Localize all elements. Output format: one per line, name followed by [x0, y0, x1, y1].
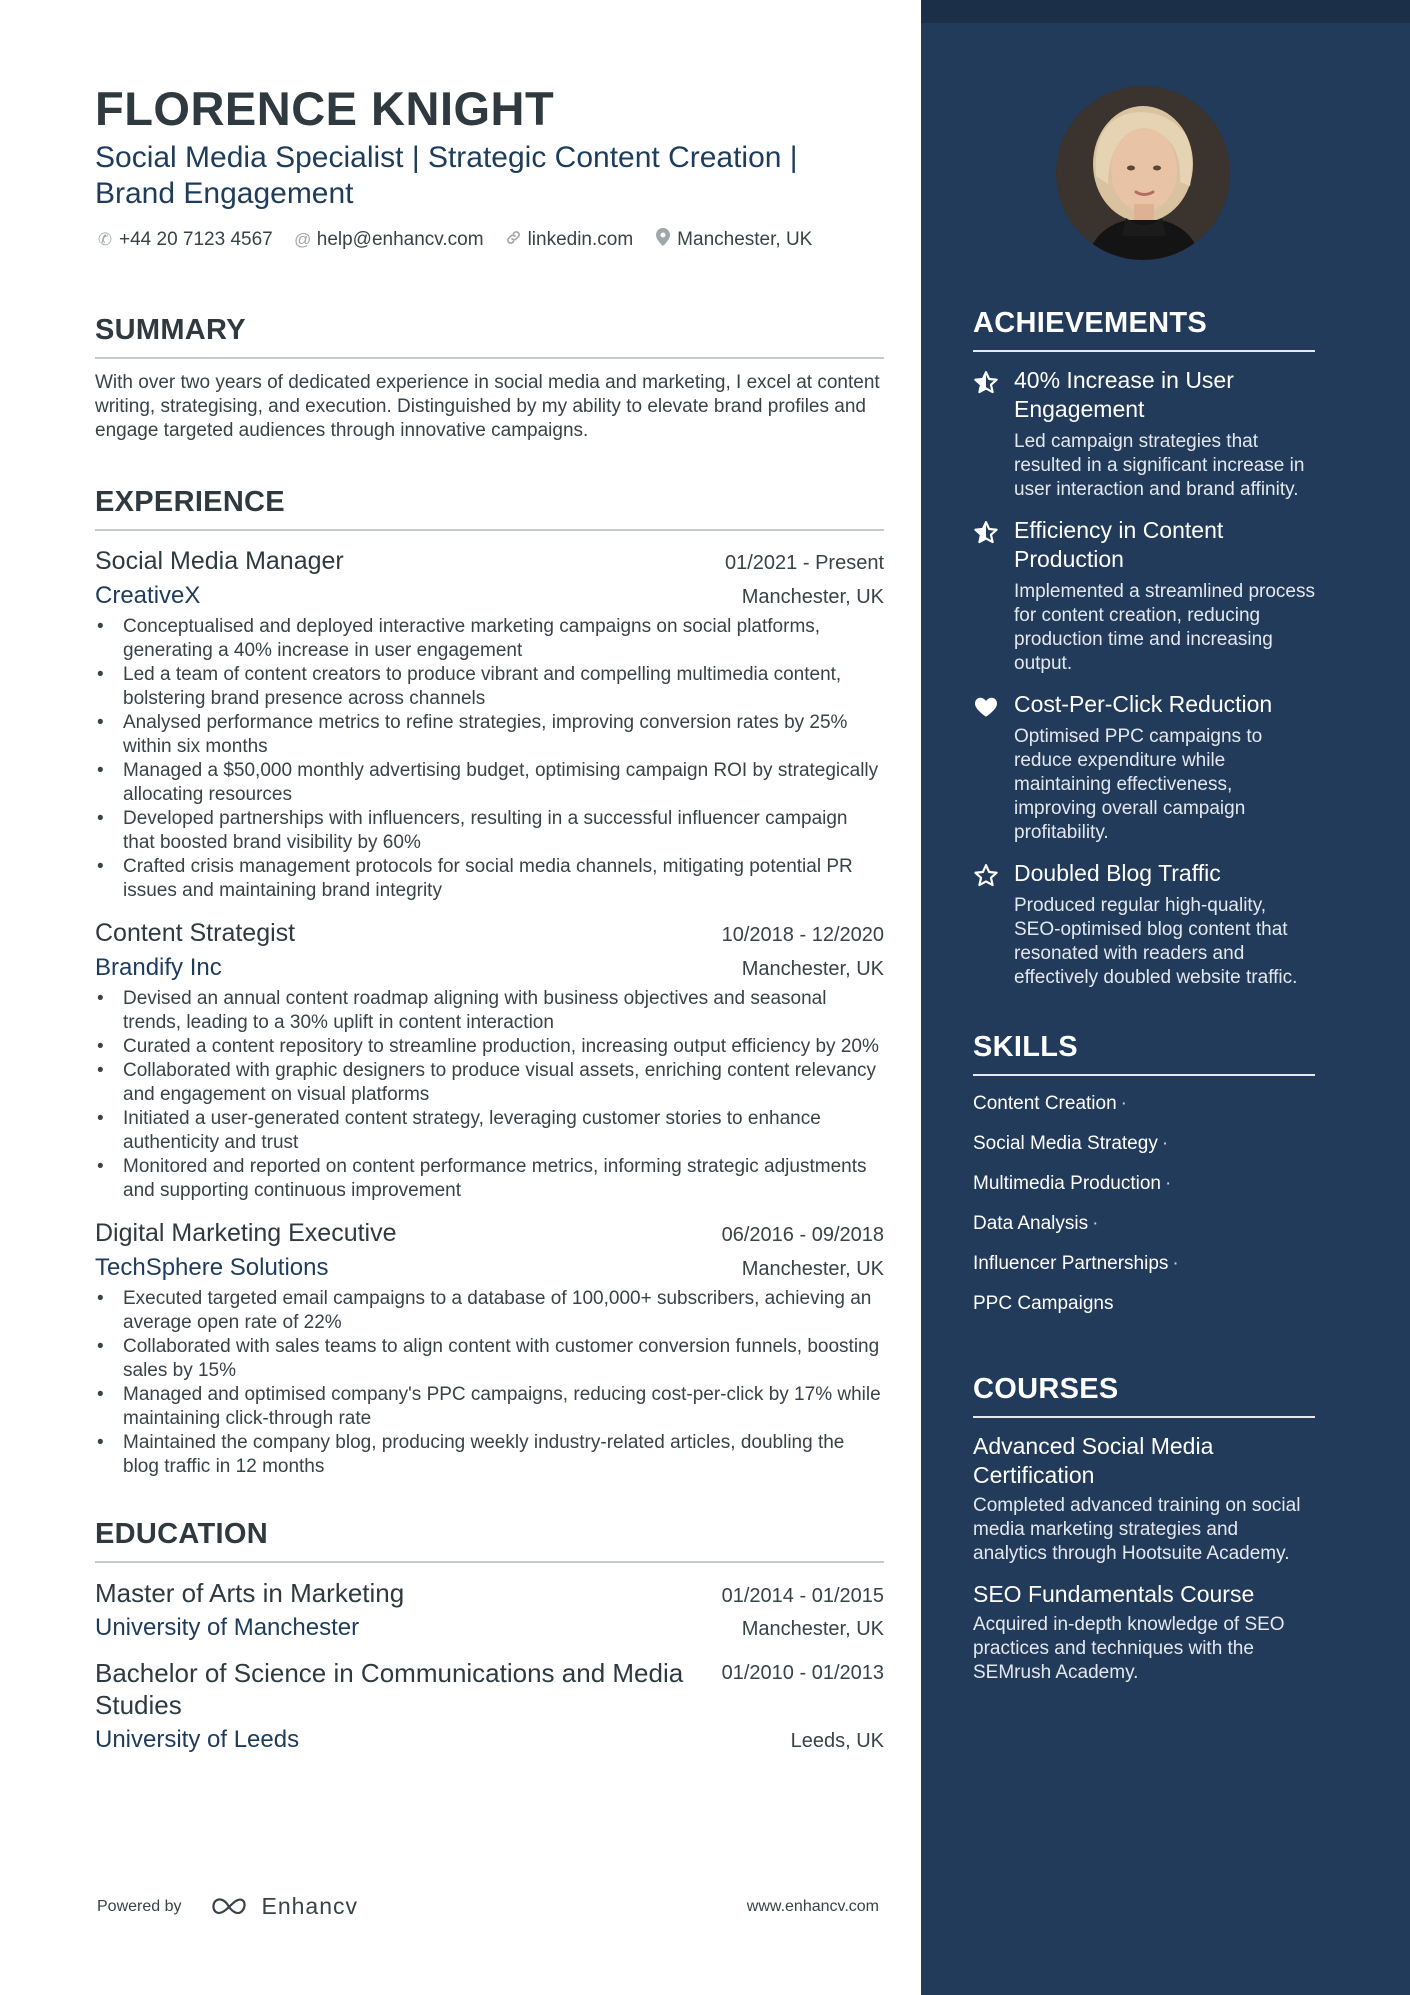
link-icon [504, 229, 524, 251]
job-entry [95, 1217, 884, 1479]
location-pin-icon [653, 228, 673, 251]
skill-label: Content Creation [973, 1093, 1117, 1114]
summary-text: With over two years of dedicated experience in social media and marketing, I excel at content writing, strategising, and execution. Distinguished by my ability to elevate brand profiles and engage targeted audiences through innovative campaigns. [95, 372, 880, 441]
avatar [1056, 86, 1230, 260]
bullet-item: • Curated a content repository to streamline production, increasing output efficiency by 20% [95, 1035, 884, 1059]
skill-item [973, 1292, 1315, 1316]
bullet-item: • Managed and optimised company's PPC campaigns, reducing cost-per-click by 17% while maintaining click-through rate [95, 1383, 884, 1431]
job-bullets [95, 987, 884, 1203]
skill-label: PPC Campaigns [973, 1293, 1114, 1314]
school-name: University of Leeds [95, 1726, 300, 1753]
skill-item [973, 1092, 1315, 1116]
contact-linkedin[interactable] [504, 229, 634, 251]
at-icon: @ [294, 229, 312, 249]
bullet-item: • Managed a $50,000 monthly advertising budget, optimising campaign ROI by strategically allocating resources [95, 759, 884, 807]
powered-by-label: Powered by [97, 1897, 182, 1915]
skill-label: Social Media Strategy [973, 1133, 1158, 1154]
course-description: Completed advanced training on social media marketing strategies and analytics through Hootsuite Academy. [973, 1495, 1301, 1564]
achievement-description: Led campaign strategies that resulted in a significant increase in user interaction and brand affinity. [1014, 431, 1305, 500]
job-bullets [95, 1287, 884, 1479]
courses-section [973, 1372, 1315, 1685]
location-text: Manchester, UK [677, 228, 813, 250]
skill-label: Data Analysis [973, 1213, 1089, 1234]
course-item [973, 1432, 1315, 1566]
brand-logo[interactable] [208, 1893, 359, 1920]
skill-item [973, 1212, 1315, 1236]
experience-section [95, 485, 884, 1479]
education-entry [95, 1577, 884, 1643]
job-bullets [95, 615, 884, 903]
job-dates: 10/2018 - 12/2020 [721, 924, 884, 946]
job-location: Manchester, UK [741, 1258, 884, 1280]
contact-location [653, 228, 812, 251]
course-title: SEO Fundamentals Course [973, 1581, 1255, 1607]
course-description: Acquired in-depth knowledge of SEO practices and techniques with the SEMrush Academy. [973, 1614, 1285, 1683]
separator-dot-icon: · [1092, 1213, 1099, 1234]
contact-email[interactable] [293, 229, 484, 251]
linkedin-text: linkedin.com [527, 228, 634, 250]
achievements-title: ACHIEVEMENTS [973, 306, 1315, 352]
bullet-item: • Initiated a user-generated content strategy, leveraging customer stories to enhance authenticity and trust [95, 1107, 884, 1155]
education-section [95, 1517, 884, 1755]
job-dates: 01/2021 - Present [725, 552, 884, 574]
phone-text: +44 20 7123 4567 [119, 228, 273, 250]
powered-by [97, 1893, 358, 1920]
degree-title: Master of Arts in Marketing [95, 1578, 405, 1608]
degree-title: Bachelor of Science in Communications and Media Studies [95, 1658, 684, 1720]
experience-title: EXPERIENCE [95, 485, 884, 531]
brand-name: Enhancv [261, 1893, 359, 1919]
skill-item [973, 1132, 1315, 1156]
education-entry [95, 1657, 884, 1755]
summary-section [95, 313, 884, 443]
job-title: Social Media Manager [95, 547, 344, 575]
email-text: help@enhancv.com [316, 228, 484, 250]
achievement-item [973, 366, 1315, 502]
job-location: Manchester, UK [741, 586, 884, 608]
headline: Social Media Specialist | Strategic Content Creation | Brand Engagement [95, 141, 798, 210]
achievement-description: Optimised PPC campaigns to reduce expenditure while maintaining effectiveness, improving overall campaign profitability. [1014, 726, 1263, 843]
sidebar [921, 0, 1410, 1995]
achievement-title: Doubled Blog Traffic [1014, 860, 1221, 886]
skill-item [973, 1172, 1315, 1196]
school-name: University of Manchester [95, 1614, 360, 1641]
achievement-item [973, 859, 1315, 990]
job-location: Manchester, UK [741, 958, 884, 980]
bullet-item: • Executed targeted email campaigns to a database of 100,000+ subscribers, achieving an average open rate of 22% [95, 1287, 884, 1335]
star-half-icon [973, 520, 999, 546]
main-column [95, 80, 884, 1755]
contact-bar [95, 228, 884, 251]
achievements-section [973, 306, 1315, 990]
sidebar-top-strip [921, 0, 1410, 23]
separator-dot-icon: · [1161, 1133, 1169, 1154]
course-title: Advanced Social Media Certification [973, 1433, 1214, 1488]
bullet-item: • Crafted crisis management protocols for social media channels, mitigating potential PR issues and maintaining brand integrity [95, 855, 884, 903]
separator-dot-icon: · [1120, 1093, 1127, 1114]
footer [97, 1893, 879, 1920]
separator-dot-icon: · [1172, 1253, 1179, 1274]
star-outline-icon [973, 863, 999, 889]
job-entry [95, 917, 884, 1203]
achievement-description: Implemented a streamlined process for content creation, reducing production time and increasing output. [1014, 581, 1315, 674]
skills-title: SKILLS [973, 1030, 1315, 1076]
bullet-item: • Developed partnerships with influencers, resulting in a successful influencer campaign that boosted brand visibility by 60% [95, 807, 884, 855]
school-location: Manchester, UK [741, 1618, 884, 1640]
education-title: EDUCATION [95, 1517, 884, 1563]
course-item [973, 1580, 1315, 1685]
company-name: Brandify Inc [95, 954, 222, 981]
bullet-item: • Analysed performance metrics to refine strategies, improving conversion rates by 25% within six months [95, 711, 884, 759]
achievement-description: Produced regular high-quality, SEO-optimised blog content that resonated with readers and effectively doubled website traffic. [1014, 895, 1298, 988]
candidate-name: FLORENCE KNIGHT [95, 82, 555, 135]
skills-section [973, 1030, 1315, 1316]
sidebar-content [973, 306, 1315, 1685]
contact-phone[interactable] [95, 229, 273, 251]
achievement-title: Efficiency in Content Production [1014, 517, 1224, 572]
separator-dot-icon: · [1164, 1173, 1172, 1194]
education-dates: 01/2010 - 01/2013 [721, 1662, 884, 1684]
enhancv-logo-icon [208, 1895, 254, 1919]
school-location: Leeds, UK [790, 1730, 884, 1752]
company-name: CreativeX [95, 582, 201, 609]
achievement-title: Cost-Per-Click Reduction [1014, 691, 1273, 717]
achievement-title: 40% Increase in User Engagement [1014, 367, 1234, 422]
job-title: Digital Marketing Executive [95, 1219, 397, 1247]
website-link[interactable]: www.enhancv.com [746, 1897, 879, 1915]
achievement-item [973, 516, 1315, 676]
skill-item [973, 1252, 1315, 1276]
bullet-item: • Collaborated with graphic designers to produce visual assets, enriching content relevancy and engagement on visual platforms [95, 1059, 884, 1107]
skill-label: Influencer Partnerships [973, 1253, 1169, 1274]
bullet-item: • Collaborated with sales teams to align content with customer conversion funnels, boosting sales by 15% [95, 1335, 884, 1383]
courses-title: COURSES [973, 1372, 1315, 1418]
achievement-item [973, 690, 1315, 845]
phone-icon: ✆ [97, 229, 113, 249]
company-name: TechSphere Solutions [95, 1254, 329, 1281]
bullet-item: • Conceptualised and deployed interactive marketing campaigns on social platforms, generating a 40% increase in user engagement [95, 615, 884, 663]
bullet-item: • Devised an annual content roadmap aligning with business objectives and seasonal trends, leading to a 30% uplift in content interaction [95, 987, 884, 1035]
job-entry [95, 545, 884, 903]
bullet-item: • Maintained the company blog, producing weekly industry-related articles, doubling the blog traffic in 12 months [95, 1431, 884, 1479]
job-title: Content Strategist [95, 919, 296, 947]
bullet-item: • Led a team of content creators to produce vibrant and compelling multimedia content, bolstering brand presence across channels [95, 663, 884, 711]
bullet-item: • Monitored and reported on content performance metrics, informing strategic adjustments and supporting continuous improvement [95, 1155, 884, 1203]
skill-label: Multimedia Production [973, 1173, 1161, 1194]
summary-title: SUMMARY [95, 313, 884, 359]
education-dates: 01/2014 - 01/2015 [721, 1585, 884, 1607]
star-half-icon [973, 370, 999, 396]
heart-icon [973, 694, 999, 720]
job-dates: 06/2016 - 09/2018 [721, 1224, 884, 1246]
